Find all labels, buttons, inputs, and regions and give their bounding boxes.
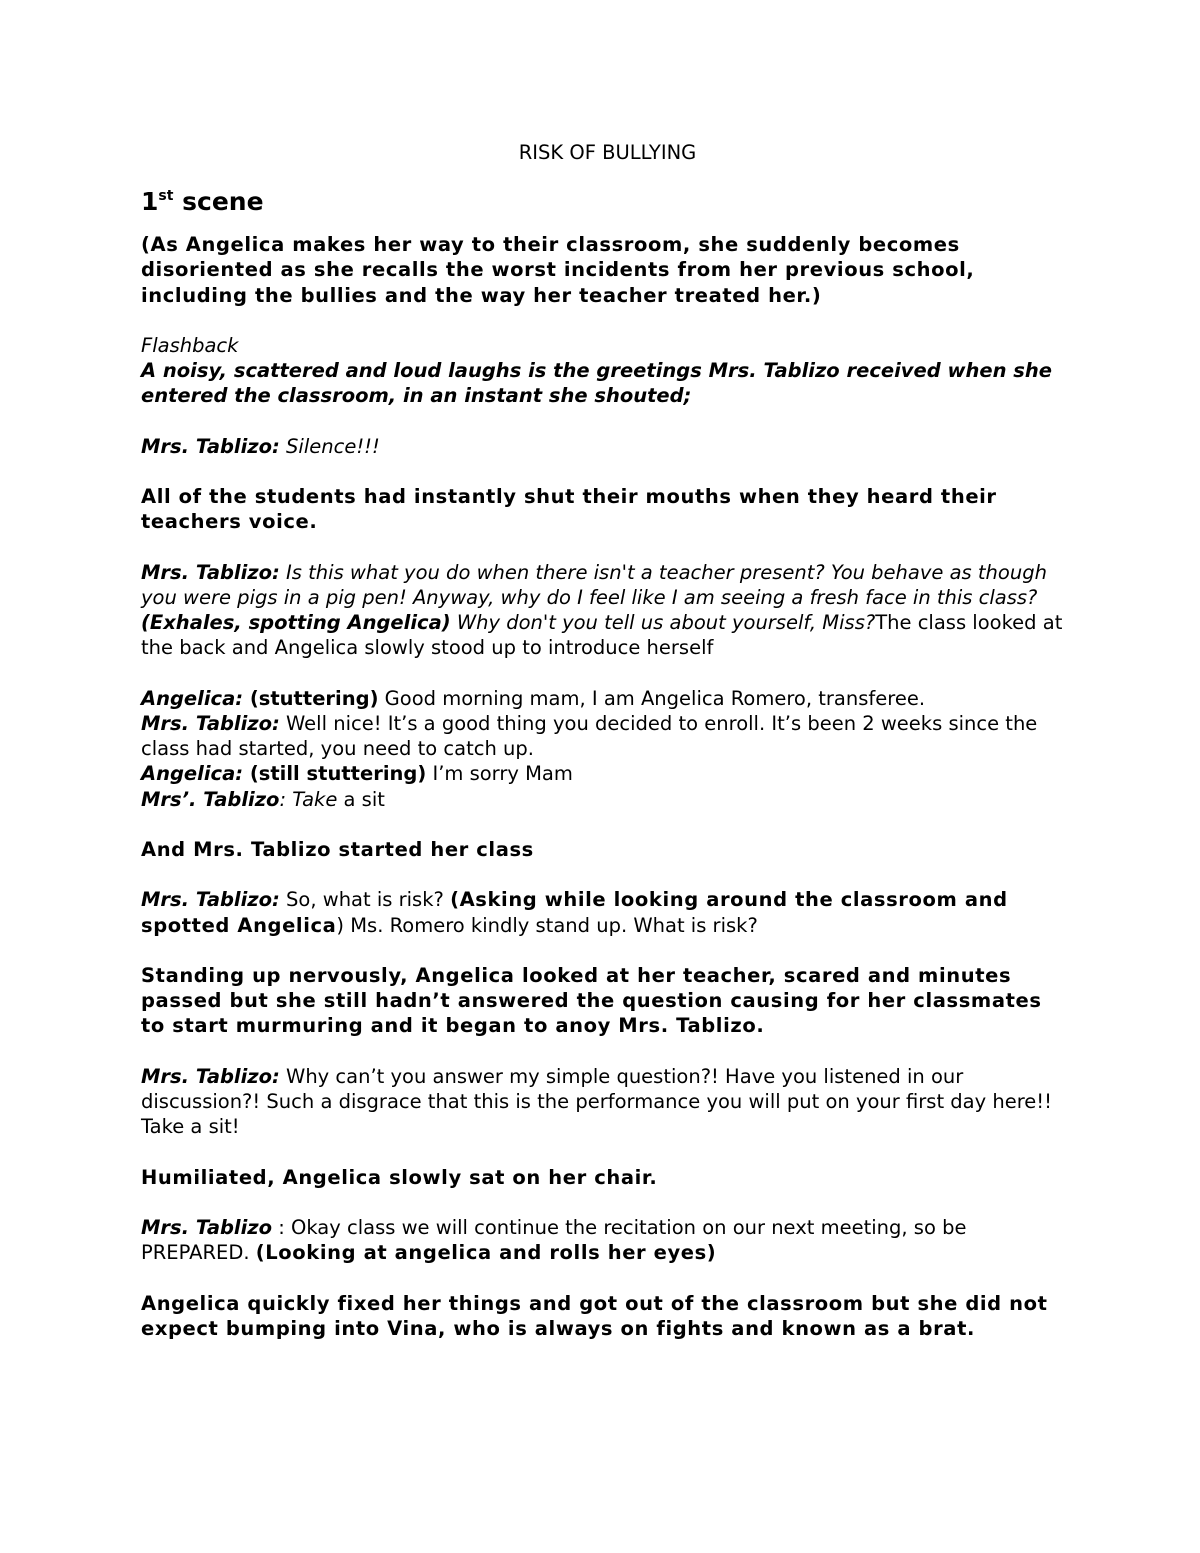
narration-text: The class looked at the back and Angelica slowly stood up to introduce herself <box>141 611 1063 660</box>
flashback-label: Flashback <box>141 334 239 357</box>
dialogue-text: : Okay class we will continue the recitation on our next meeting, so be PREPARED. <box>141 1215 967 1265</box>
dialogue-text: : Take <box>279 787 338 811</box>
scene-number: 1 <box>141 187 159 217</box>
speaker-label: Mrs. Tablizo: <box>141 888 280 912</box>
dialogue-text: Good morning mam, I am Angelica Romero, transferee. <box>378 686 926 710</box>
document-body <box>141 140 1066 1366</box>
dialogue-text: a sit <box>337 787 385 811</box>
dialogue-text: Why don't you tell us about yourself, Miss? <box>450 611 876 635</box>
dialogue-text: Is this what you do when there isn't a teacher present? You behave as though you were pigs in a pig pen! Anyway, why do I feel like I am seeing a fresh face in this class? <box>141 560 1047 609</box>
dialogue-line-8 <box>141 1064 1066 1140</box>
speaker-label: Mrs. Tablizo: <box>141 1064 280 1088</box>
narration-3: Standing up nervously, Angelica looked at her teacher, scared and minutes passed but she still hadn’t answered the question causing for her classmates to start murmuring and it began to anoy Mrs. Tablizo. <box>141 963 1042 1038</box>
dialogue-text: ) Ms. Romero kindly stand up. What is risk? <box>336 913 758 937</box>
speaker-label: Mrs. Tablizo: <box>141 560 280 584</box>
stage-direction: (Exhales, spotting Angelica) <box>141 611 451 635</box>
stage-direction: (Looking at angelica and rolls her eyes) <box>255 1241 717 1265</box>
narration-2: And Mrs. Tablizo started her class <box>141 837 534 861</box>
dialogue-block <box>141 686 1066 812</box>
scene-word: scene <box>182 187 264 217</box>
dialogue-line-1 <box>141 434 1066 459</box>
narration-4: Humiliated, Angelica slowly sat on her chair. <box>141 1165 658 1189</box>
document-title: RISK OF BULLYING <box>518 141 697 164</box>
dialogue-text: Silence!!! <box>279 434 380 458</box>
stage-direction: (stuttering) <box>243 686 379 710</box>
dialogue-text: Why can’t you answer my simple question?! Have you listened in our discussion?! Such a disgrace that this is the performance you will put on your first day here!! Take a sit! <box>141 1064 1052 1139</box>
stage-direction: (Asking while looking around the classroom and spotted Angelica <box>141 888 1008 937</box>
dialogue-line-7 <box>141 887 1066 937</box>
narration-5: Angelica quickly fixed her things and got out of the classroom but she did not expect bumping into Vina, who is always on fights and known as a brat. <box>141 1291 1048 1340</box>
flashback-text: A noisy, scattered and loud laughs is the greetings Mrs. Tablizo received when she entered the classroom, in an instant she shouted; <box>141 359 1052 408</box>
dialogue-line-9 <box>141 1215 1066 1265</box>
dialogue-line-2 <box>141 560 1066 661</box>
speaker-label: Mrs. Tablizo <box>141 1215 273 1239</box>
speaker-label: Mrs. Tablizo: <box>141 711 280 735</box>
speaker-label: Angelica: <box>141 686 244 710</box>
speaker-label: Mrs’. Tablizo <box>141 787 280 811</box>
speaker-label: Mrs. Tablizo: <box>141 434 280 458</box>
dialogue-text: Well nice! It’s a good thing you decided to enroll. It’s been 2 weeks since the class had started, you need to catch up. <box>141 711 1038 761</box>
intro-paragraph: (As Angelica makes her way to their classroom, she suddenly becomes disoriented as she recalls the worst incidents from her previous school, including the bullies and the way her teacher treated her.) <box>141 233 975 307</box>
scene-suffix: st <box>158 188 174 205</box>
narration-1: All of the students had instantly shut their mouths when they heard their teachers voice. <box>141 485 997 534</box>
dialogue-text: I’m sorry Mam <box>426 762 573 786</box>
scene-heading <box>141 187 1066 217</box>
flashback-paragraph <box>141 333 1066 409</box>
speaker-label: Angelica: <box>141 762 244 786</box>
dialogue-text: So, what is risk? <box>279 888 451 912</box>
stage-direction: (still stuttering) <box>243 762 427 786</box>
